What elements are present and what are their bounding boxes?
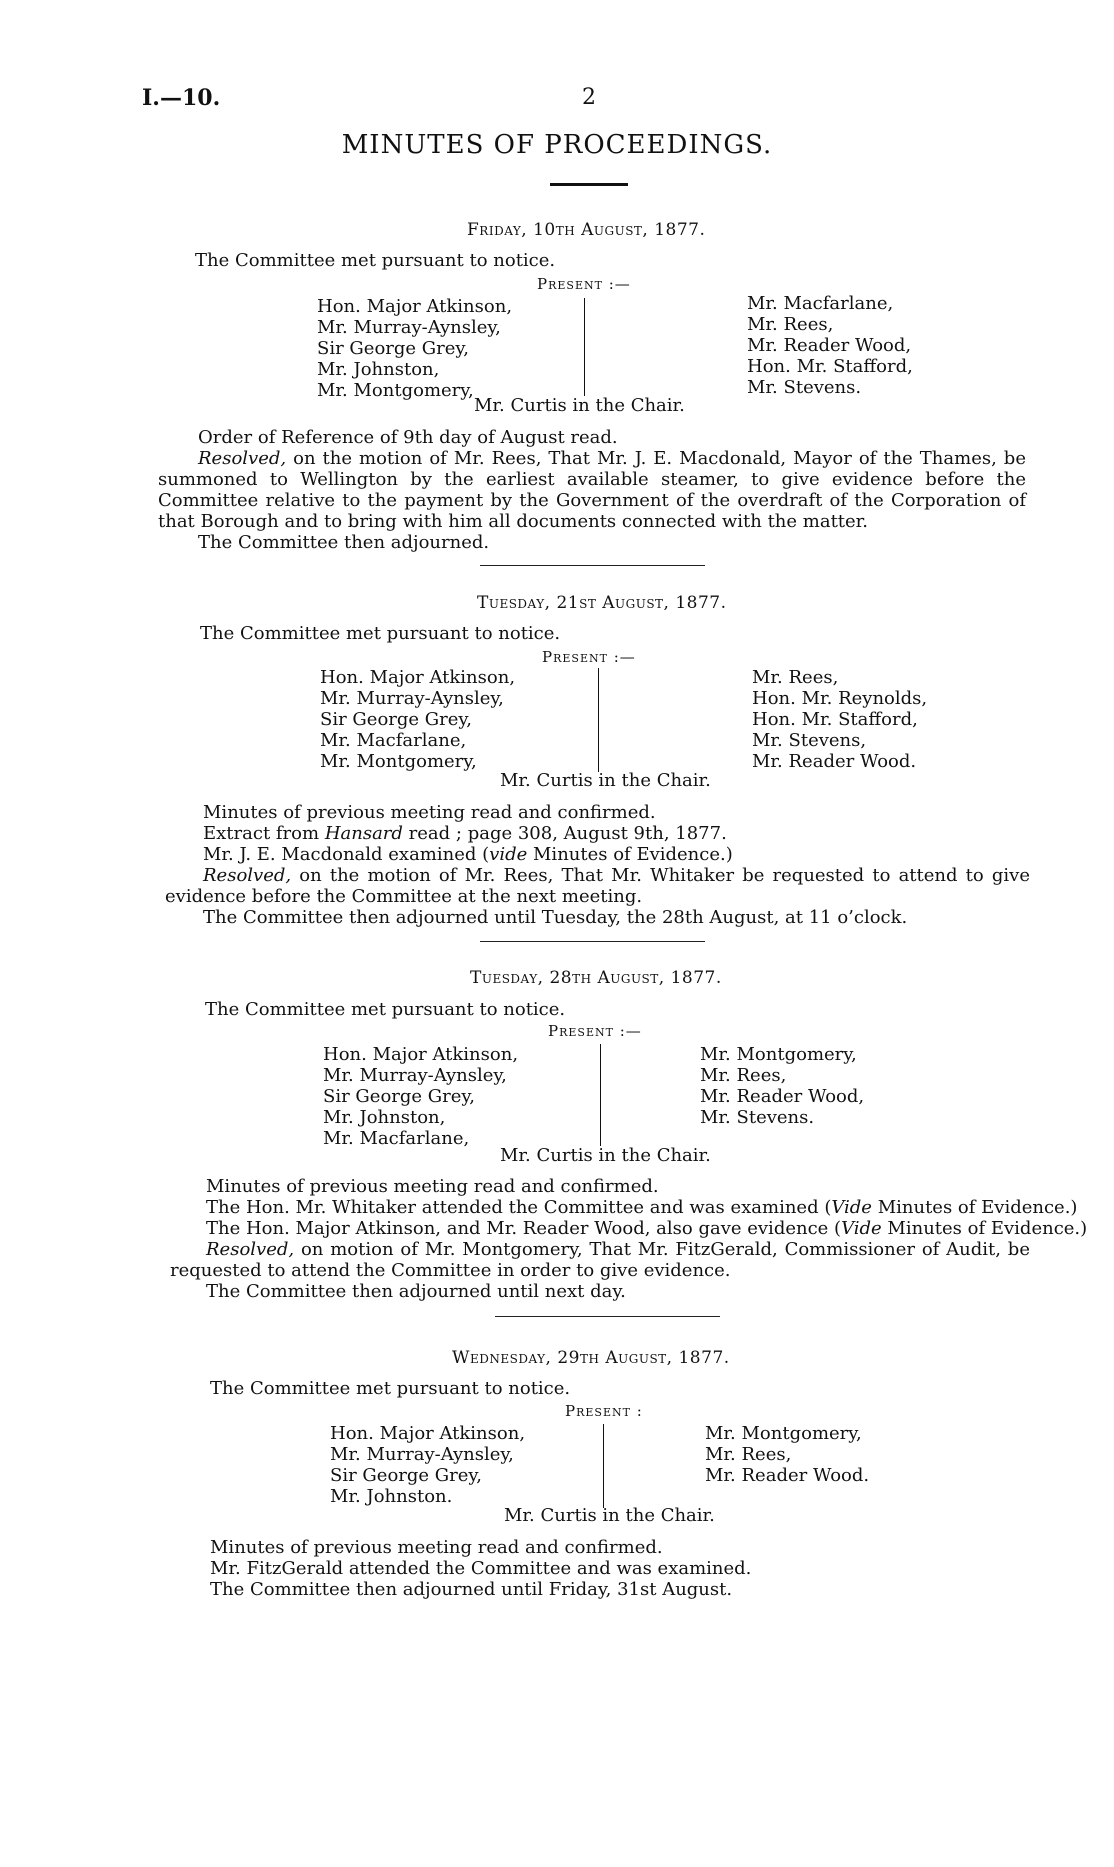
meeting-opening: The Committee met pursuant to notice.: [200, 623, 561, 644]
column-divider: [584, 298, 585, 396]
present-label: Present :—: [548, 1022, 642, 1040]
column-divider: [603, 1424, 604, 1508]
present-label: Present :—: [537, 275, 631, 293]
atkinson-pre: The Hon. Major Atkinson, and Mr. Reader Wood, also gave evidence (: [206, 1218, 842, 1239]
resolved-word: Resolved,: [206, 1239, 295, 1260]
member-name: Sir George Grey,: [323, 1086, 475, 1107]
member-name: Mr. Murray-Aynsley,: [323, 1065, 507, 1086]
adjournment: The Committee then adjourned until Friday, 31st August.: [210, 1579, 733, 1600]
member-name: Hon. Mr. Stafford,: [747, 356, 913, 377]
chair-line: Mr. Curtis in the Chair.: [500, 770, 711, 791]
resolution: [165, 865, 1030, 907]
whitaker-pre: The Hon. Mr. Whitaker attended the Committee and was examined (: [206, 1197, 832, 1218]
examined-post: Minutes of Evidence.): [533, 844, 733, 865]
members-right: [752, 667, 927, 772]
proceedings: [203, 802, 733, 865]
members-left: [323, 1044, 518, 1149]
member-name: Mr. Stevens.: [700, 1107, 815, 1128]
examined-pre: Mr. J. E. Macdonald examined (: [203, 844, 490, 865]
member-name: Mr. Johnston.: [330, 1486, 453, 1507]
member-name: Mr. Reader Wood.: [752, 751, 917, 772]
meeting-date: Wednesday, 29th August, 1877.: [452, 1348, 730, 1368]
member-name: Hon. Major Atkinson,: [323, 1044, 519, 1065]
resolution-text: on the motion of Mr. Rees, That Mr. Whitaker be requested to attend to give evidence before the Committee at the next meeting.: [165, 865, 1030, 907]
member-name: Mr. Johnston,: [317, 359, 440, 380]
atkinson-post: Minutes of Evidence.): [887, 1218, 1088, 1239]
resolved-word: Resolved,: [203, 865, 292, 886]
member-name: Mr. Montgomery,: [317, 380, 474, 401]
member-name: Sir George Grey,: [320, 709, 472, 730]
meeting-date: Tuesday, 21st August, 1877.: [477, 593, 727, 613]
whitaker-line: [206, 1197, 1087, 1218]
member-name: Hon. Major Atkinson,: [317, 296, 513, 317]
order-of-reference: Order of Reference of 9th day of August read.: [198, 427, 618, 448]
resolution: [170, 1239, 1030, 1281]
meeting-opening: The Committee met pursuant to notice.: [210, 1378, 571, 1399]
resolved-word: Resolved,: [198, 448, 287, 469]
present-label: Present :—: [542, 648, 636, 666]
chair-line: Mr. Curtis in the Chair.: [500, 1145, 711, 1166]
member-name: Hon. Mr. Reynolds,: [752, 688, 928, 709]
fitzgerald-line: Mr. FitzGerald attended the Committee and was examined.: [210, 1558, 752, 1579]
member-name: Hon. Major Atkinson,: [330, 1423, 526, 1444]
member-name: Mr. Reader Wood.: [705, 1465, 870, 1486]
resolution: [158, 448, 1026, 532]
atkinson-line: [206, 1218, 1087, 1239]
chair-line: Mr. Curtis in the Chair.: [474, 395, 685, 416]
member-name: Mr. Montgomery,: [700, 1044, 857, 1065]
atkinson-italic: Vide: [841, 1218, 882, 1239]
extract-italic: Hansard: [324, 823, 403, 844]
title-rule: [550, 183, 628, 186]
whitaker-italic: Vide: [831, 1197, 872, 1218]
member-name: Sir George Grey,: [330, 1465, 482, 1486]
member-name: Sir George Grey,: [317, 338, 469, 359]
section-separator: [495, 1316, 720, 1317]
member-name: Mr. Rees,: [700, 1065, 787, 1086]
member-name: Mr. Rees,: [705, 1444, 792, 1465]
members-right: [747, 293, 913, 398]
proceedings: [206, 1176, 1087, 1239]
member-name: Mr. Rees,: [747, 314, 834, 335]
member-name: Mr. Rees,: [752, 667, 839, 688]
page-number: 2: [582, 85, 596, 110]
members-left: [320, 667, 515, 772]
resolution-text: on the motion of Mr. Rees, That Mr. J. E. Macdonald, Mayor of the Thames, be summoned to Wellington by the earliest available steamer, to give evidence before the Committee relative to the payment by the Government of the overdraft of the Corporation of that Borough and to bring with him all documents connected with the matter.: [158, 448, 1026, 532]
meeting-opening: The Committee met pursuant to notice.: [195, 250, 556, 271]
minutes-confirmed: Minutes of previous meeting read and confirmed.: [206, 1176, 659, 1197]
member-name: Mr. Johnston,: [323, 1107, 446, 1128]
minutes-confirmed: Minutes of previous meeting read and confirmed.: [203, 802, 656, 823]
member-name: Mr. Stevens,: [752, 730, 867, 751]
member-name: Mr. Murray-Aynsley,: [317, 317, 501, 338]
member-name: Mr. Macfarlane,: [747, 293, 894, 314]
extract-pre: Extract from: [203, 823, 320, 844]
minutes-confirmed: Minutes of previous meeting read and confirmed.: [210, 1537, 663, 1558]
members-right: [700, 1044, 864, 1128]
member-name: Mr. Montgomery,: [320, 751, 477, 772]
column-divider: [600, 1044, 601, 1146]
resolution-text: on motion of Mr. Montgomery, That Mr. FitzGerald, Commissioner of Audit, be requested to attend the Committee in order to give evidence.: [170, 1239, 1030, 1281]
member-name: Mr. Reader Wood,: [747, 335, 912, 356]
adjournment: The Committee then adjourned until Tuesday, the 28th August, at 11 o’clock.: [203, 907, 908, 928]
meeting-opening: The Committee met pursuant to notice.: [205, 999, 566, 1020]
examined-italic: vide: [489, 844, 528, 865]
member-name: Mr. Macfarlane,: [320, 730, 467, 751]
members-left: [317, 296, 512, 401]
member-name: Mr. Reader Wood,: [700, 1086, 865, 1107]
members-left: [330, 1423, 525, 1507]
meeting-date: Tuesday, 28th August, 1877.: [470, 968, 722, 988]
adjournment: The Committee then adjourned.: [198, 532, 490, 553]
member-name: Mr. Stevens.: [747, 377, 862, 398]
present-label: Present :: [565, 1402, 643, 1420]
member-name: Mr. Montgomery,: [705, 1423, 862, 1444]
member-name: Mr. Murray-Aynsley,: [330, 1444, 514, 1465]
examined-line: [203, 844, 733, 865]
meeting-date: Friday, 10th August, 1877.: [467, 220, 706, 240]
document-code: I.—10.: [142, 85, 221, 111]
member-name: Mr. Murray-Aynsley,: [320, 688, 504, 709]
whitaker-post: Minutes of Evidence.): [877, 1197, 1078, 1218]
column-divider: [598, 668, 599, 772]
member-name: Mr. Macfarlane,: [323, 1128, 470, 1149]
section-separator: [480, 565, 705, 566]
members-right: [705, 1423, 869, 1486]
section-separator: [480, 941, 705, 942]
member-name: Hon. Mr. Stafford,: [752, 709, 918, 730]
extract-line: [203, 823, 733, 844]
adjournment: The Committee then adjourned until next day.: [206, 1281, 626, 1302]
member-name: Hon. Major Atkinson,: [320, 667, 516, 688]
extract-post: read ; page 308, August 9th, 1877.: [408, 823, 727, 844]
proceedings: [210, 1537, 751, 1600]
page-title: MINUTES OF PROCEEDINGS.: [341, 130, 773, 160]
chair-line: Mr. Curtis in the Chair.: [504, 1505, 715, 1526]
